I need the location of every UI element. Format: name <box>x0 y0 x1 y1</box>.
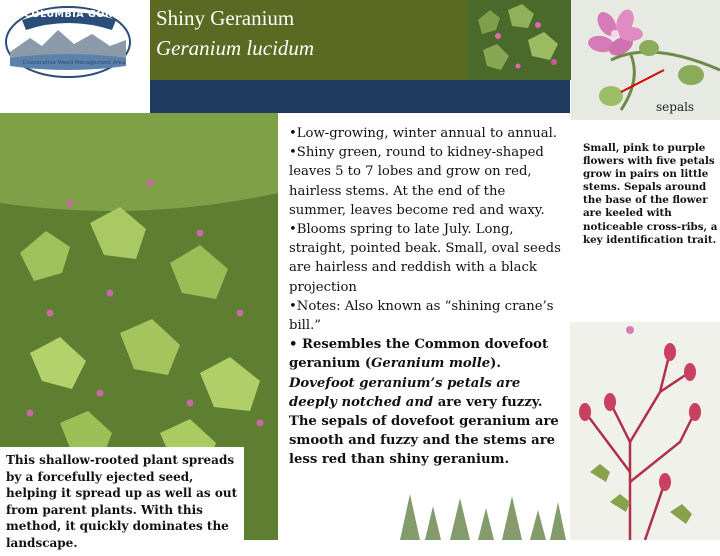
flower-closeup-photo <box>571 0 720 120</box>
navy-band <box>150 80 570 113</box>
columbia-gorge-logo <box>0 0 150 80</box>
resembles-rest: are very fuzzy. The sepals of dovefoot geranium are smooth and fuzzy and the stems are less red than shiny geranium. <box>289 394 559 468</box>
logo-subtitle: Cooperative Weed Management Area <box>22 60 126 66</box>
flower-caption: Small, pink to purple flowers with five petals grow in pairs on little stems. Sepals around the base of the flower are keeled with noticeable cross-ribs, a key identification trait. <box>583 142 718 246</box>
spread-caption-text: This shallow-rooted plant spreads by a forcefully ejected seed, helping it spread up as well as out from parent plants. With this method, it quickly dominates the landscape. <box>6 453 238 550</box>
description-text <box>289 124 565 470</box>
resembles-intro: • Resembles the Common dovefoot geranium ( <box>289 337 549 372</box>
spread-caption-box <box>0 447 244 550</box>
bullet-resembles <box>289 335 565 469</box>
latin-name: Geranium lucidum <box>156 36 315 60</box>
sepals-label: sepals <box>656 100 695 114</box>
title-bar <box>150 0 468 80</box>
resembles-mid: ). <box>490 356 501 372</box>
tree-silhouette-decoration <box>380 486 570 540</box>
seed-pod-photo <box>570 322 720 540</box>
resembles-latin: Geranium molle <box>371 356 491 372</box>
common-name: Shiny Geranium <box>156 6 295 30</box>
bullet-notes: •Notes: Also known as “shining crane’s bill.” <box>289 298 554 334</box>
bullet-blooms: •Blooms spring to late July. Long, straight, pointed beak. Small, oval seeds are hairless and reddish with a black projection <box>289 222 561 295</box>
bullet-growth: •Low-growing, winter annual to annual. <box>289 126 557 141</box>
resembles-petals: Dovefoot geranium’s petals are deeply notched and <box>289 375 521 410</box>
logo-title: COLUMBIA GORGE <box>24 9 128 20</box>
bullet-leaves: •Shiny green, round to kidney-shaped leaves 5 to 7 lobes and grow on red, hairless stems. At the end of the summer, leaves become red and waxy. <box>289 145 545 218</box>
leaf-photo-thumbnail <box>468 0 571 80</box>
